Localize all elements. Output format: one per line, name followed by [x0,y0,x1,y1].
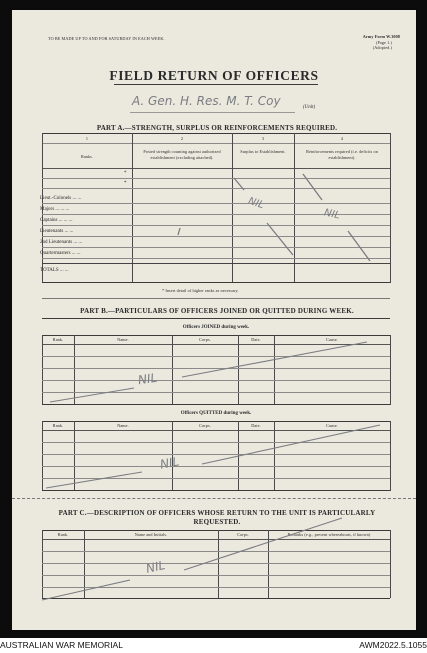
part-b-heading: PART B.—PARTICULARS OF OFFICERS JOINED OR QUITTED DURING WEEK. [80,307,354,315]
accession-number: AWM2022.5.1055 [359,640,427,650]
quitted-col-cause: Cause. [326,423,338,428]
rank-2nd-lts: 2nd Lieutenants ... ... [40,240,83,245]
rank-lieutenants: Lieutenants ... ... [40,229,74,234]
rank-majors: Majors ... ... ... [40,207,70,212]
quitted-col-rank: Rank. [52,423,64,428]
form-page [12,10,416,630]
adopted-label: (Adopted.) [372,45,392,50]
partc-col-corps: Corps. [237,532,249,537]
unit-handwriting: A. Gen. H. Res. M. T. Coy [132,94,281,108]
quitted-col-corps: Corps. [199,423,211,428]
col-head-ranks: Ranks. [80,154,94,159]
joined-heading: Officers JOINED during week. [182,325,250,330]
nil-mark: NIL [144,558,167,576]
joined-col-rank: Rank. [52,337,64,342]
col-head-reinforcements: Reinforcements required (i.e. deficits on establishment). [306,149,378,160]
footnote: * Insert detail of higher ranks as necessary. [162,288,239,293]
footer-bar [0,638,427,653]
part-a-heading: PART A.—STRENGTH, SURPLUS OR REINFORCEMENTS REQUIRED. [96,124,338,132]
page-title: FIELD RETURN OF OFFICERS [109,68,319,83]
rank-lt-col: Lieut.-Colonels ... ... [40,196,82,201]
joined-col-corps: Corps. [199,337,211,342]
col-num-4: 4 [340,136,344,141]
col-num-2: 2 [180,136,184,141]
nil-mark: NIL [137,370,159,388]
rank-totals: TOTALS ... ... [40,268,69,273]
star-marker: * [124,181,127,186]
nil-mark: NIL [158,454,181,472]
quitted-heading: Officers QUITTED during week. [180,411,252,416]
star-marker: * [124,171,127,176]
col-head-surplus: Surplus to Establishment. [240,149,286,154]
rank-qm: Quartermasters ... ... [40,251,81,256]
quitted-col-name: Name. [117,423,129,428]
nil-mark: NIL [246,195,266,212]
institution-label: AUSTRALIAN WAR MEMORIAL [0,640,123,650]
part-c-heading: PART C.—DESCRIPTION OF OFFICERS WHOSE RETURN TO THE UNIT IS PARTICULARLY REQUESTED. [58,509,376,526]
joined-col-name: Name. [117,337,129,342]
partc-col-rank: Rank. [57,532,69,537]
unit-label: (Unit) [303,105,316,110]
col-num-1: 1 [85,136,89,141]
partc-col-remarks: Remarks (e.g., present whereabouts, if known) [287,532,371,537]
col-head-posted: Posted strength counting against authorized establishment (excluding attached). [143,149,221,160]
form-instruction: TO BE MADE UP TO AND FOR SATURDAY IN EACH WEEK. [48,36,165,41]
nil-mark: NIL [323,207,341,222]
rank-captains: Captains ... ... ... [40,218,73,223]
partc-col-name: Name and Initials. [134,532,168,537]
joined-col-date: Date. [251,337,261,342]
col-num-3: 3 [261,136,265,141]
pencil-strokes-part-bc [12,10,416,630]
quitted-col-date: Date. [251,423,261,428]
army-form-number: Army Form W.3008 [362,34,400,39]
joined-col-cause: Cause. [326,337,338,342]
page-label: (Page 1.) [375,40,392,45]
